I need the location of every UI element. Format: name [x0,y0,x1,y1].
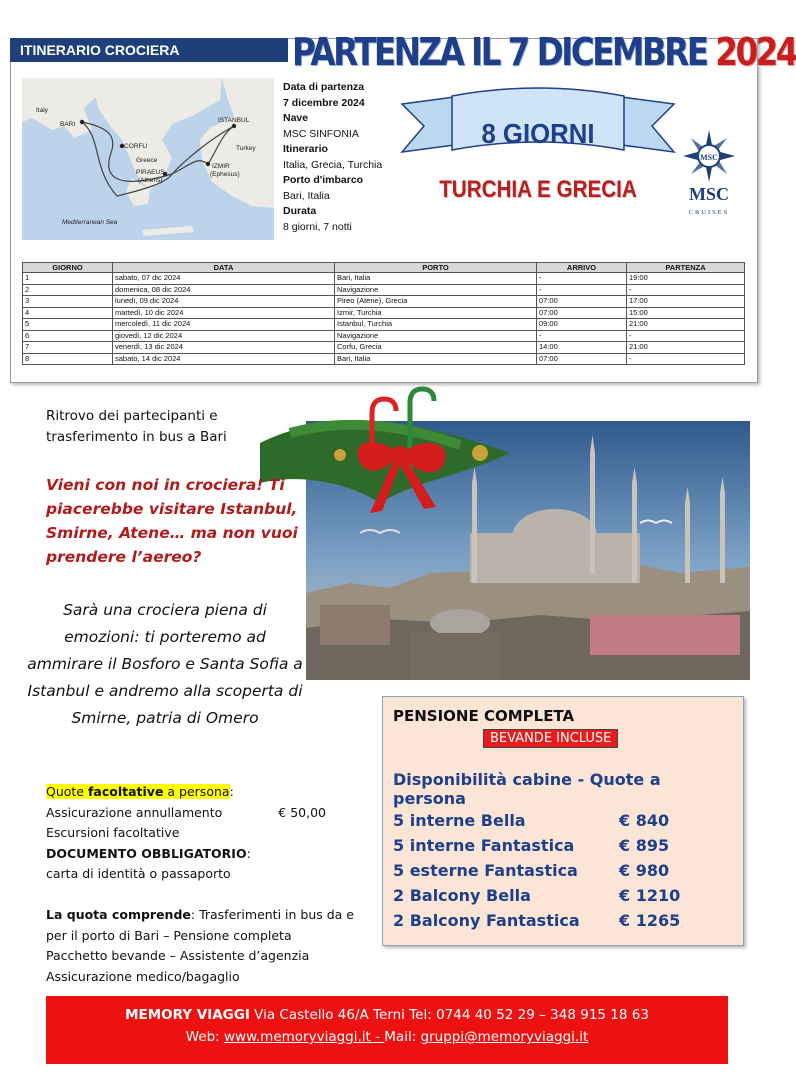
info-value-ship: MSC SINFONIA [283,127,359,140]
cell-date: mercoledì, 11 dic 2024 [113,319,335,331]
cruise-info [283,80,413,235]
agency-address: Via Castello 46/A Terni Tel: 0744 40 52 29 – 348 915 18 63 [249,1007,649,1023]
table-row [23,319,745,331]
price-row: 2 Balcony Bella € 1210 [393,886,681,905]
cell-date: sabato, 14 dic 2024 [113,353,335,365]
info-value-duration: 8 giorni, 7 notti [283,220,352,233]
map-label-corfu: CORFU [124,143,148,150]
cell-day: 3 [23,296,113,308]
included-text: La quota comprende: Trasferimenti in bus da e per il porto di Bari – Pensione completa Pacchetto bevande – Assistente d’agenzia Assicurazione medico/bagaglio [46,907,354,984]
cell-port: Pireo (Atene), Grecia [335,296,537,308]
col-header-departure: PARTENZA [627,263,745,273]
cell-arrival: - [537,284,627,296]
price-row: 5 esterne Fantastica € 980 [393,861,670,880]
map-label-greece: Greece [136,157,158,164]
footer-line-1 [46,1004,728,1026]
route-map [22,78,274,240]
map-label-sea: Mediterranean Sea [62,219,118,226]
cell-arrival: 09:00 [537,319,627,331]
cell-port: Navigazione [335,330,537,342]
map-label-istanbul: ISTANBUL [218,117,250,124]
pricing-subtitle: Disponibilità cabine - Quote a persona [393,770,661,808]
cell-port: Bari, Italia [335,353,537,365]
cell-departure: 15:00 [627,307,745,319]
msc-logo-mark: MSC [700,153,718,162]
destination-title: TURCHIA E GRECIA [439,176,637,203]
cell-day: 5 [23,319,113,331]
map-label-bari: BARI [60,121,76,128]
cell-port: Istanbul, Turchia [335,319,537,331]
price-row: 2 Balcony Fantastica € 1265 [393,911,681,930]
cell-date: sabato, 07 dic 2024 [113,273,335,285]
excursions-text: Escursioni facoltative [46,825,180,840]
table-row [23,353,745,365]
email-link[interactable]: gruppi@memoryviaggi.it [420,1029,589,1045]
promo-text: Vieni con noi in crociera! Ti piacerebbe visitare Istanbul, Smirne, Atene… ma non vuoi prendere l’aereo? [46,476,298,566]
cell-port: Izmir, Turchia [335,307,537,319]
col-header-date: DATA [113,263,335,273]
cell-departure: 21:00 [627,319,745,331]
cell-date: martedì, 10 dic 2024 [113,307,335,319]
itinerary-tab-label: ITINERARIO CROCIERA [10,38,288,62]
cell-arrival: 14:00 [537,342,627,354]
insurance-row [46,803,326,824]
col-header-port: PORTO [335,263,537,273]
cell-day: 6 [23,330,113,342]
cell-port: Navigazione [335,284,537,296]
optional-fees [46,782,346,885]
info-key-itinerary: Itinerario [283,143,328,155]
insurance-label: Assicurazione annullamento [46,804,223,820]
table-row [23,284,745,296]
cell-departure: 17:00 [627,296,745,308]
optional-fees-highlight: Quote facoltative a persona [46,784,230,799]
info-value-departure: 7 dicembre 2024 [283,96,365,109]
table-row [23,273,745,285]
cell-date: giovedì, 12 dic 2024 [113,330,335,342]
included-label: La quota comprende [46,907,191,922]
istanbul-photo [260,383,750,680]
cell-departure: 21:00 [627,342,745,354]
cell-departure: 19:00 [627,273,745,285]
headline-text: PARTENZA IL 7 DICEMBRE [292,30,716,74]
table-row [23,307,745,319]
agency-name: MEMORY VIAGGI [125,1007,250,1023]
footer-line-2: Web: www.memoryviaggi.it - Mail: gruppi@memoryviaggi.it [185,1029,589,1045]
map-label-turkey: Turkey [236,145,256,152]
cell-arrival: - [537,330,627,342]
cell-departure: - [627,284,745,296]
info-value-itinerary: Italia, Grecia, Turchia [283,158,383,171]
cell-port: Bari, Italia [335,273,537,285]
cell-date: lunedì, 09 dic 2024 [113,296,335,308]
insurance-price: € 50,00 [278,804,326,820]
cell-port: Corfu, Grecia [335,342,537,354]
cell-day: 7 [23,342,113,354]
map-label-athens: (Athens) [138,177,163,184]
price-row: 5 interne Bella € 840 [393,811,670,830]
departure-headline [292,30,796,80]
duration-ribbon-text: 8 GIORNI [481,118,595,149]
price-row: 5 interne Fantastica € 895 [393,836,670,855]
cell-day: 1 [23,273,113,285]
table-row [23,342,745,354]
msc-logo [678,128,740,220]
cruise-description: Sarà una crociera piena di emozioni: ti porteremo ad ammirare il Bosforo e Santa Sofia a Istanbul e andremo alla scoperta di Smirne, patria di Omero [27,601,303,727]
optional-word: facoltative [87,784,164,799]
info-key-departure: Data di partenza [283,81,365,93]
pricing-title: PENSIONE COMPLETA [393,707,575,725]
cell-day: 2 [23,284,113,296]
document-text: carta di identità o passaporto [46,866,231,881]
cell-departure: - [627,330,745,342]
table-row [23,330,745,342]
table-row [23,296,745,308]
cell-date: venerdì, 13 dic 2024 [113,342,335,354]
map-label-izmir: IZMIR [212,163,230,170]
info-key-port: Porto d'imbarco [283,174,364,186]
cell-arrival: - [537,273,627,285]
optional-fees-heading: Quote facoltative a persona: [46,784,234,799]
info-value-port: Bari, Italia [283,189,330,202]
pricing-box [382,696,744,946]
document-heading: DOCUMENTO OBBLIGATORIO: [46,845,251,861]
agency-footer [46,996,728,1064]
cell-day: 8 [23,353,113,365]
col-header-arrival: ARRIVO [537,263,627,273]
headline-year: 2024 [715,30,796,74]
col-header-day: GIORNO [23,263,113,273]
cell-arrival: 07:00 [537,307,627,319]
meeting-point-text: Ritrovo dei partecipanti e trasferimento in bus a Bari [46,408,227,445]
drinks-included-badge: BEVANDE INCLUSE [483,729,618,748]
map-label-piraeus: PIRAEUS [136,169,165,176]
msc-logo-text: MSC [689,184,729,204]
map-label-ephesus: (Ephesus) [210,171,240,178]
table-header-row [23,263,745,273]
cell-date: domenica, 08 dic 2024 [113,284,335,296]
cell-day: 4 [23,307,113,319]
cell-arrival: 07:00 [537,296,627,308]
website-link[interactable]: www.memoryviaggi.it - [224,1029,385,1045]
map-label-italy: Italy [36,107,48,114]
itinerary-table [22,262,745,365]
info-key-duration: Durata [283,205,317,217]
cell-arrival: 07:00 [537,353,627,365]
cell-departure: - [627,353,745,365]
info-key-ship: Nave [283,112,309,124]
msc-logo-sub: CRUISES [688,209,730,216]
